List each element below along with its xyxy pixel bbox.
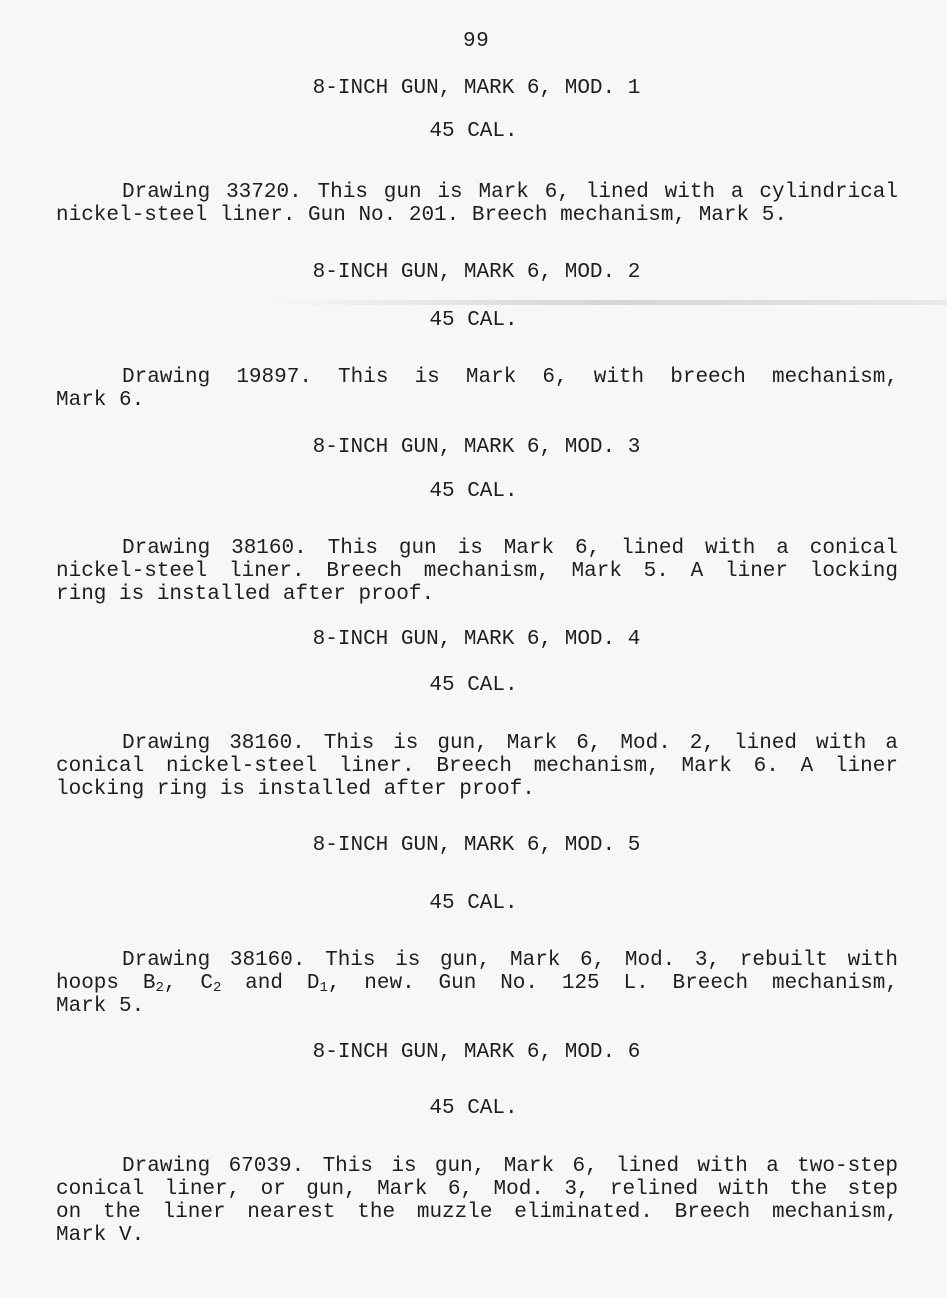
body-line: Drawing 38160. This is gun, Mark 6, Mod. 2, lined with a <box>122 732 898 755</box>
section-title: 8-INCH GUN, MARK 6, MOD. 6 <box>312 1041 641 1064</box>
body-line: nickel-steel liner. Gun No. 201. Breech mechanism, Mark 5. <box>56 204 787 227</box>
body-line: Mark 5. <box>56 995 145 1018</box>
body-line: Drawing 38160. This is gun, Mark 6, Mod. 3, rebuilt with <box>122 949 898 972</box>
section-body <box>56 181 898 227</box>
body-line: on the liner nearest the muzzle eliminated. Breech mechanism, <box>56 1201 898 1224</box>
body-line: hoops $B_2$, $C_2$ and $D_1$, new. Gun No. 125 L. Breech mechanism, <box>56 972 898 996</box>
body-line: Mark 6. <box>56 389 145 412</box>
section-body <box>56 366 898 412</box>
body-line: Drawing 33720. This gun is Mark 6, lined with a cylindrical <box>122 181 898 204</box>
hoop-subscript: 2 <box>155 980 164 996</box>
section-title: 8-INCH GUN, MARK 6, MOD. 2 <box>312 261 641 284</box>
hoop-subscript: 1 <box>319 980 328 996</box>
section-body <box>56 537 898 606</box>
section-caliber: 45 CAL. <box>429 674 518 697</box>
body-line: locking ring is installed after proof. <box>56 778 535 801</box>
body-line: Drawing 19897. This is Mark 6, with breech mechanism, <box>122 366 898 389</box>
section-body <box>56 732 898 801</box>
page-number: 99 <box>463 30 490 53</box>
section-title: 8-INCH GUN, MARK 6, MOD. 5 <box>312 834 641 857</box>
section-caliber: 45 CAL. <box>429 892 518 915</box>
section-caliber: 45 CAL. <box>429 120 518 143</box>
section-title: 8-INCH GUN, MARK 6, MOD. 4 <box>312 628 641 651</box>
section-title: 8-INCH GUN, MARK 6, MOD. 3 <box>312 436 641 459</box>
section-caliber: 45 CAL. <box>429 480 518 503</box>
section-body <box>56 1155 898 1247</box>
body-line: ring is installed after proof. <box>56 583 435 606</box>
section-caliber: 45 CAL. <box>429 1097 518 1120</box>
section-title: 8-INCH GUN, MARK 6, MOD. 1 <box>312 77 641 100</box>
body-line: Drawing 67039. This is gun, Mark 6, lined with a two-step <box>122 1155 898 1178</box>
body-line: conical liner, or gun, Mark 6, Mod. 3, relined with the step <box>56 1178 898 1201</box>
body-line: conical nickel-steel liner. Breech mechanism, Mark 6. A liner <box>56 755 898 778</box>
section-body <box>56 949 898 1018</box>
ink-bleed-mark <box>270 300 947 305</box>
body-line: nickel-steel liner. Breech mechanism, Mark 5. A liner locking <box>56 560 898 583</box>
hoop-subscript: 2 <box>212 980 222 996</box>
section-caliber: 45 CAL. <box>429 309 518 332</box>
body-line: Drawing 38160. This gun is Mark 6, lined with a conical <box>122 537 898 560</box>
body-line: Mark V. <box>56 1224 145 1247</box>
